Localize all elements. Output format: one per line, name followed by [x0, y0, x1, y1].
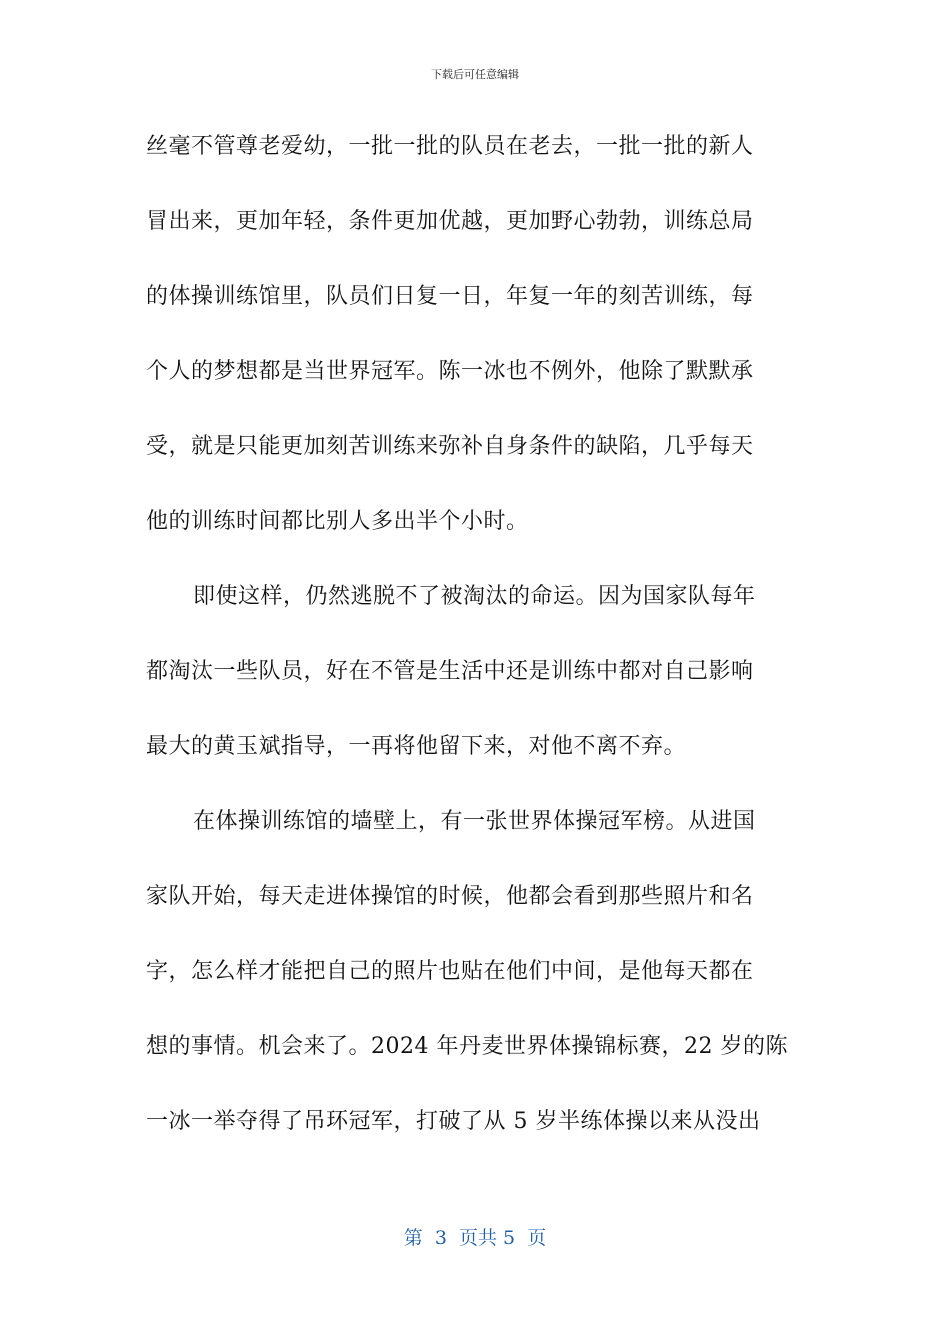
- text-line: 最大的黄玉斌指导，一再将他留下来，对他不离不弃。: [146, 734, 687, 759]
- text-line: 都淘汰一些队员，好在不管是生活中还是训练中都对自己影响: [146, 659, 754, 684]
- page-header: 下载后可任意编辑: [431, 68, 519, 81]
- paragraph-start-line: 在体操训练馆的墙壁上，有一张世界体操冠军榜。从进国: [193, 809, 756, 834]
- text-line: 想的事情。机会来了。2024 年丹麦世界体操锦标赛，22 岁的陈: [146, 1034, 788, 1059]
- text-line: 家队开始，每天走进体操馆的时候，他都会看到那些照片和名: [146, 884, 754, 909]
- page-number-footer: 第 3 页共 5 页: [403, 1227, 547, 1249]
- text-line: 字，怎么样才能把自己的照片也贴在他们中间，是他每天都在: [146, 959, 754, 984]
- text-line: 的体操训练馆里，队员们日复一日，年复一年的刻苦训练，每: [146, 284, 754, 309]
- text-line: 受，就是只能更加刻苦训练来弥补自身条件的缺陷，几乎每天: [146, 434, 754, 459]
- text-line: 个人的梦想都是当世界冠军。陈一冰也不例外，他除了默默承: [146, 359, 754, 384]
- text-line: 冒出来，更加年轻，条件更加优越，更加野心勃勃，训练总局: [146, 209, 754, 234]
- document-body: [146, 124, 806, 1174]
- text-line: 丝毫不管尊老爱幼，一批一批的队员在老去，一批一批的新人: [146, 134, 754, 159]
- paragraph-start-line: 即使这样，仍然逃脱不了被淘汰的命运。因为国家队每年: [193, 584, 756, 609]
- text-line: 他的训练时间都比别人多出半个小时。: [146, 509, 529, 534]
- text-line: 一冰一举夺得了吊环冠军，打破了从 5 岁半练体操以来从没出: [146, 1109, 761, 1134]
